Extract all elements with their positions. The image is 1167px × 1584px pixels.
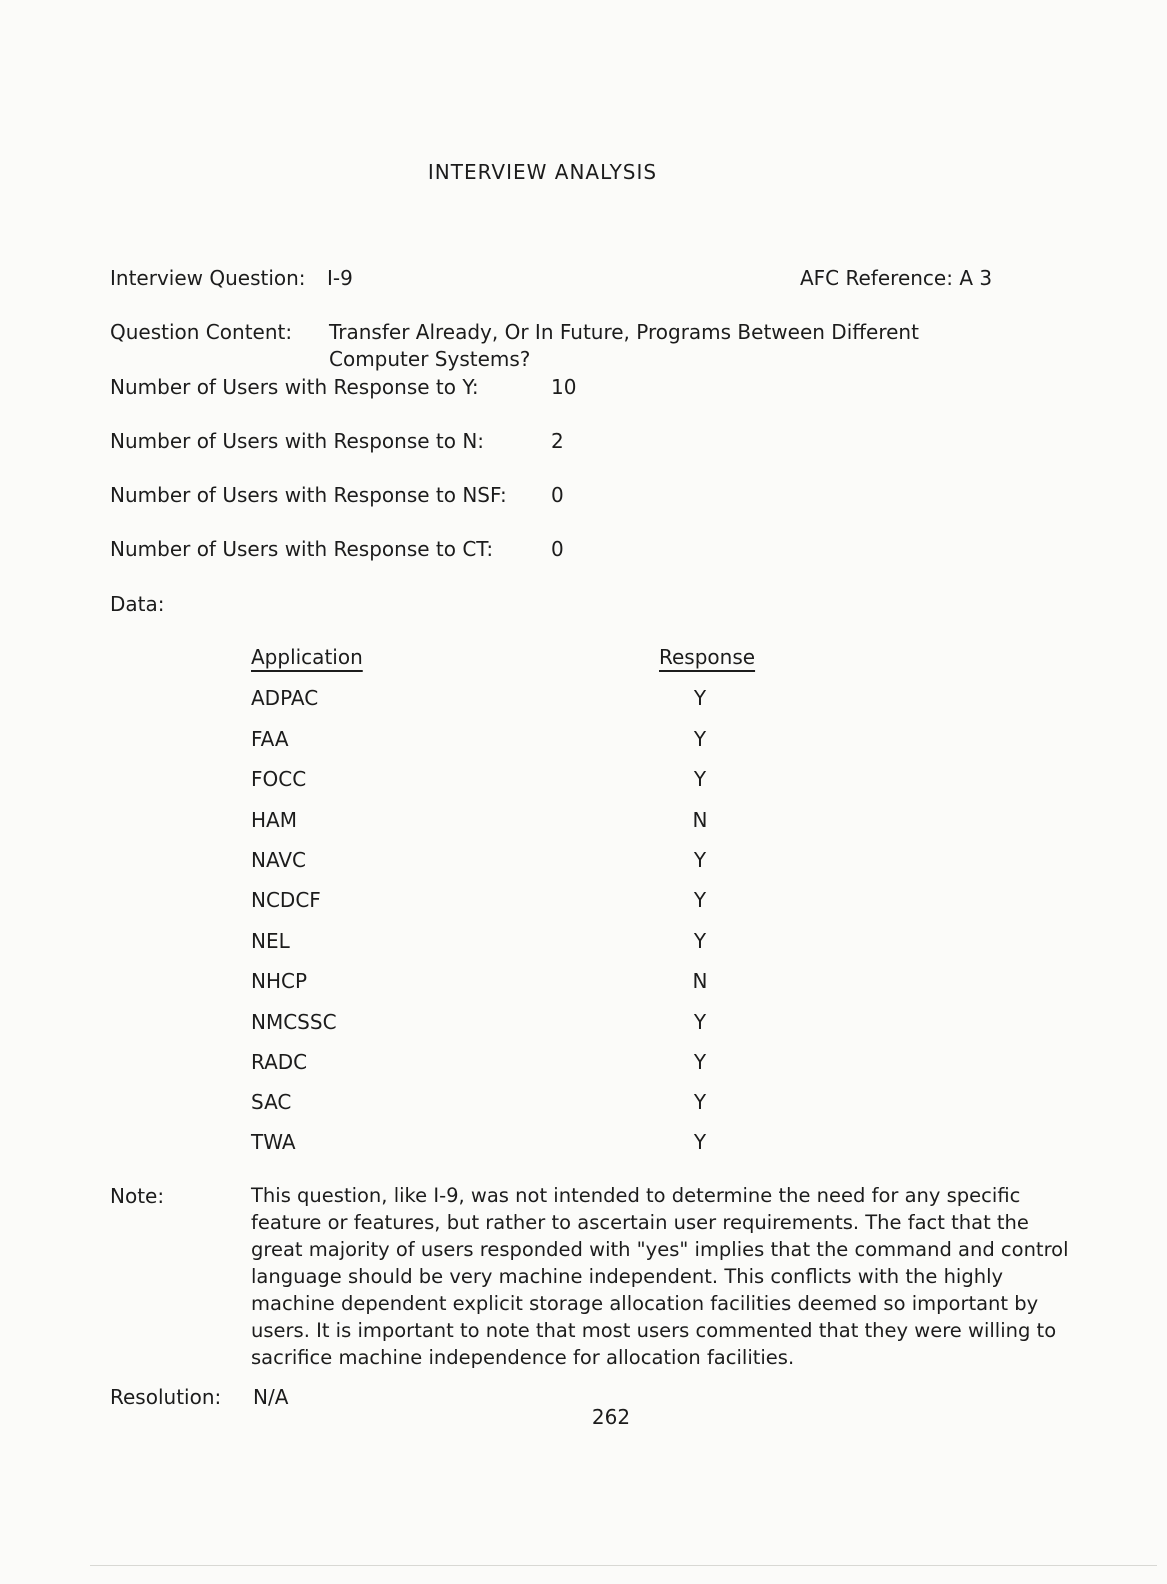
question-content-label: Question Content: [110, 320, 293, 344]
table-cell-response: Y [693, 929, 707, 953]
table-cell-application: FOCC [251, 767, 307, 791]
table-cell-application: FAA [251, 727, 289, 751]
afc-reference: AFC Reference: A 3 [800, 266, 993, 290]
response-count-value: 0 [551, 483, 564, 507]
table-cell-application: NHCP [251, 969, 308, 993]
table-header-response: Response [659, 645, 756, 669]
response-count-label: Number of Users with Response to CT: [110, 537, 494, 561]
note-label: Note: [110, 1184, 165, 1208]
table-cell-application: NAVC [251, 848, 307, 872]
interview-question-label: Interview Question: [110, 266, 306, 290]
resolution-value: N/A [253, 1385, 289, 1409]
table-cell-response: Y [693, 727, 707, 751]
table-cell-response: Y [693, 1130, 707, 1154]
table-cell-response: Y [693, 767, 707, 791]
table-cell-response: N [692, 808, 708, 832]
table-cell-application: RADC [251, 1050, 308, 1074]
resolution-label: Resolution: [110, 1385, 222, 1409]
table-cell-application: HAM [251, 808, 297, 832]
interview-question-value: I-9 [327, 266, 353, 290]
table-cell-response: Y [693, 1090, 707, 1114]
response-count-value: 10 [551, 375, 577, 399]
response-count-label: Number of Users with Response to N: [110, 429, 485, 453]
question-content-line-1: Transfer Already, Or In Future, Programs Between Different [329, 320, 919, 344]
table-header-application: Application [251, 645, 363, 669]
table-cell-response: N [692, 969, 708, 993]
table-cell-response: Y [693, 1050, 707, 1074]
page-title: INTERVIEW ANALYSIS [427, 160, 658, 184]
table-cell-application: NCDCF [251, 888, 321, 912]
data-label: Data: [110, 592, 165, 616]
note-text: This question, like I-9, was not intended to determine the need for any specific feature or features, but rather to ascertain user requirements. The fact that the great majority of users responded with "yes" implies that the command and control language should be very machine independent. This conflicts with the highly machine dependent explicit storage allocation facilities deemed so important by users. It is important to note that most users commented that they were willing to sacrifice machine independence for allocation facilities. [251, 1184, 1069, 1369]
table-cell-application: NEL [251, 929, 290, 953]
page-number: 262 [591, 1405, 631, 1429]
response-count-label: Number of Users with Response to NSF: [110, 483, 507, 507]
table-cell-response: Y [693, 888, 707, 912]
response-count-value: 0 [551, 537, 564, 561]
bottom-rule [90, 1565, 1157, 1566]
response-count-label: Number of Users with Response to Y: [110, 375, 479, 399]
table-cell-response: Y [693, 848, 707, 872]
response-count-value: 2 [551, 429, 564, 453]
table-cell-response: Y [693, 1010, 707, 1034]
table-cell-application: ADPAC [251, 686, 319, 710]
question-content-line-2: Computer Systems? [329, 347, 531, 371]
table-cell-response: Y [693, 686, 707, 710]
table-cell-application: NMCSSC [251, 1010, 337, 1034]
table-cell-application: SAC [251, 1090, 292, 1114]
table-cell-application: TWA [251, 1130, 296, 1154]
